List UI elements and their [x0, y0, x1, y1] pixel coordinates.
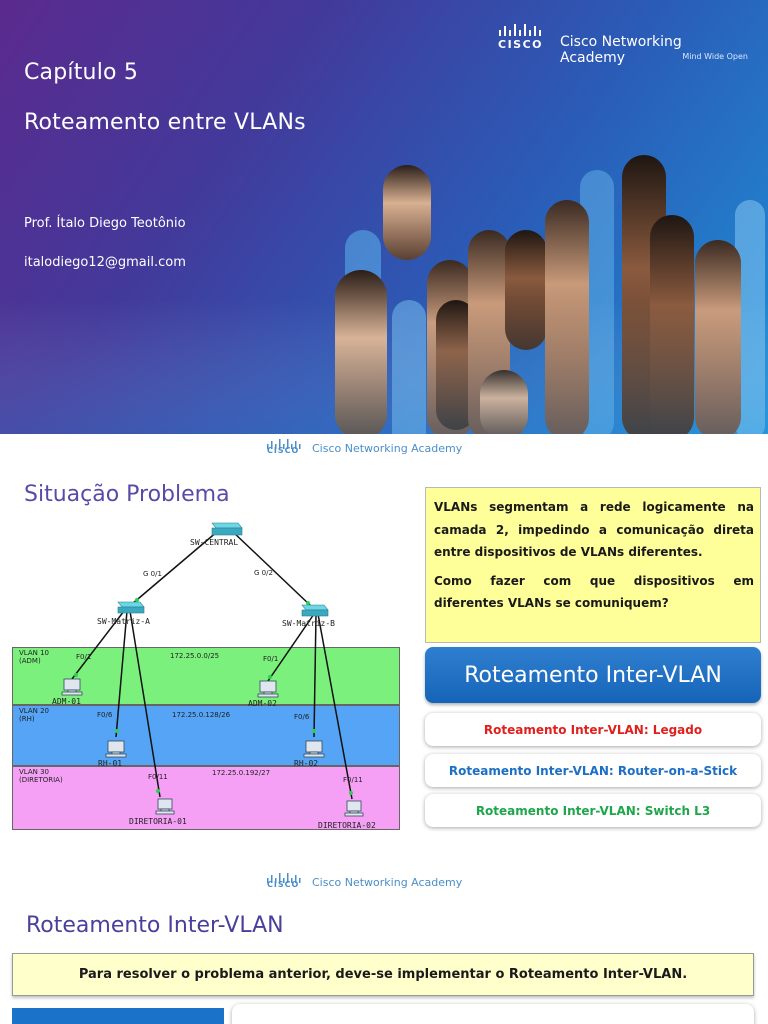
option-switch-l3-button[interactable]: Roteamento Inter-VLAN: Switch L3: [425, 794, 761, 827]
academy-tagline: Mind Wide Open: [682, 52, 748, 61]
pc-label-adm01: ADM-01: [52, 697, 81, 706]
inter-vlan-routing-button[interactable]: Roteamento Inter-VLAN: [425, 647, 761, 703]
cisco-wordmark: CISCO: [267, 446, 300, 455]
pc-label-rh01: RH-01: [98, 759, 123, 768]
slide-title: Roteamento entre VLANs: [24, 110, 306, 135]
link-label-left: G 0/1: [143, 570, 162, 578]
switch-icon: [212, 523, 242, 535]
port-label-adm01: F0/1: [76, 653, 92, 661]
vlan10-sub: (ADM): [19, 657, 41, 665]
solution-note-box: Para resolver o problema anterior, deve-se implementar o Roteamento Inter-VLAN.: [12, 953, 754, 996]
port-label-rh01: F0/6: [97, 711, 113, 719]
vlan30-network: 172.25.0.192/27: [212, 769, 271, 777]
vlan10-label: VLAN 10: [19, 649, 50, 657]
slide-title: Situação Problema: [24, 482, 230, 507]
vlan30-sub: (DIRETORIA): [19, 776, 63, 784]
vlan20-network: 172.25.0.128/26: [172, 711, 231, 719]
cisco-logo: [498, 22, 748, 72]
cisco-wordmark: CISCO: [498, 38, 544, 51]
cisco-wordmark: CISCO: [267, 880, 300, 889]
problem-description-box: [425, 487, 761, 643]
switch-a-label: SW-Matriz-A: [97, 617, 150, 626]
pc-icon: [62, 679, 363, 816]
portrait: [383, 165, 431, 260]
port-label-dir02: F0/11: [343, 776, 363, 784]
vlan20-label: VLAN 20: [19, 707, 50, 715]
academy-name: Cisco Networking Academy: [560, 34, 682, 66]
cisco-header: [0, 434, 768, 462]
pc-label-adm02: ADM-02: [248, 699, 277, 708]
cisco-bars-icon: [498, 22, 544, 38]
port-label-adm02: F0/1: [263, 655, 279, 663]
port-label-rh02: F0/6: [294, 713, 310, 721]
inter-vlan-slide: [0, 868, 768, 1024]
vlan30-label: VLAN 30: [19, 768, 50, 776]
slide-title: Roteamento Inter-VLAN: [26, 913, 284, 938]
vlan10-network: 172.25.0.0/25: [170, 652, 220, 660]
pc-label-rh02: RH-02: [294, 759, 319, 768]
content-panel: [232, 1004, 754, 1024]
link-label-right: G 0/2: [254, 569, 273, 577]
academy-name: Cisco Networking Academy: [312, 876, 463, 889]
problem-statement: VLANs segmentam a rede logicamente na camada 2, impedindo a comunicação direta entre dispositivos de VLANs diferentes.: [434, 500, 754, 559]
title-slide: [0, 0, 768, 434]
switch-icon: [118, 602, 144, 613]
author-name: Prof. Ítalo Diego Teotônio: [24, 216, 186, 231]
vlan20-sub: (RH): [19, 715, 35, 723]
author-email[interactable]: italodiego12@gmail.com: [24, 255, 186, 270]
switch-icon: [302, 605, 328, 616]
network-topology-diagram: [0, 519, 410, 838]
pc-label-dir01: DIRETORIA-01: [129, 817, 187, 826]
problem-slide: [0, 434, 768, 838]
option-router-on-a-stick-button[interactable]: Roteamento Inter-VLAN: Router-on-a-Stick: [425, 754, 761, 787]
academy-name: Cisco Networking Academy: [312, 442, 463, 455]
topology-links: [0, 519, 410, 838]
problem-question: Como fazer com que dispositivos em diferentes VLANs se comuniquem?: [434, 573, 754, 610]
option-legacy-button[interactable]: Roteamento Inter-VLAN: Legado: [425, 713, 761, 746]
switch-b-label: SW-Matriz-B: [282, 619, 335, 628]
cisco-header: [0, 868, 768, 896]
menu-tab[interactable]: [12, 1008, 224, 1024]
switch-central-label: SW-CENTRAL: [190, 538, 239, 547]
pc-label-dir02: DIRETORIA-02: [318, 821, 376, 830]
port-label-dir01: F0/11: [148, 773, 168, 781]
chapter-title: Capítulo 5: [24, 60, 139, 85]
